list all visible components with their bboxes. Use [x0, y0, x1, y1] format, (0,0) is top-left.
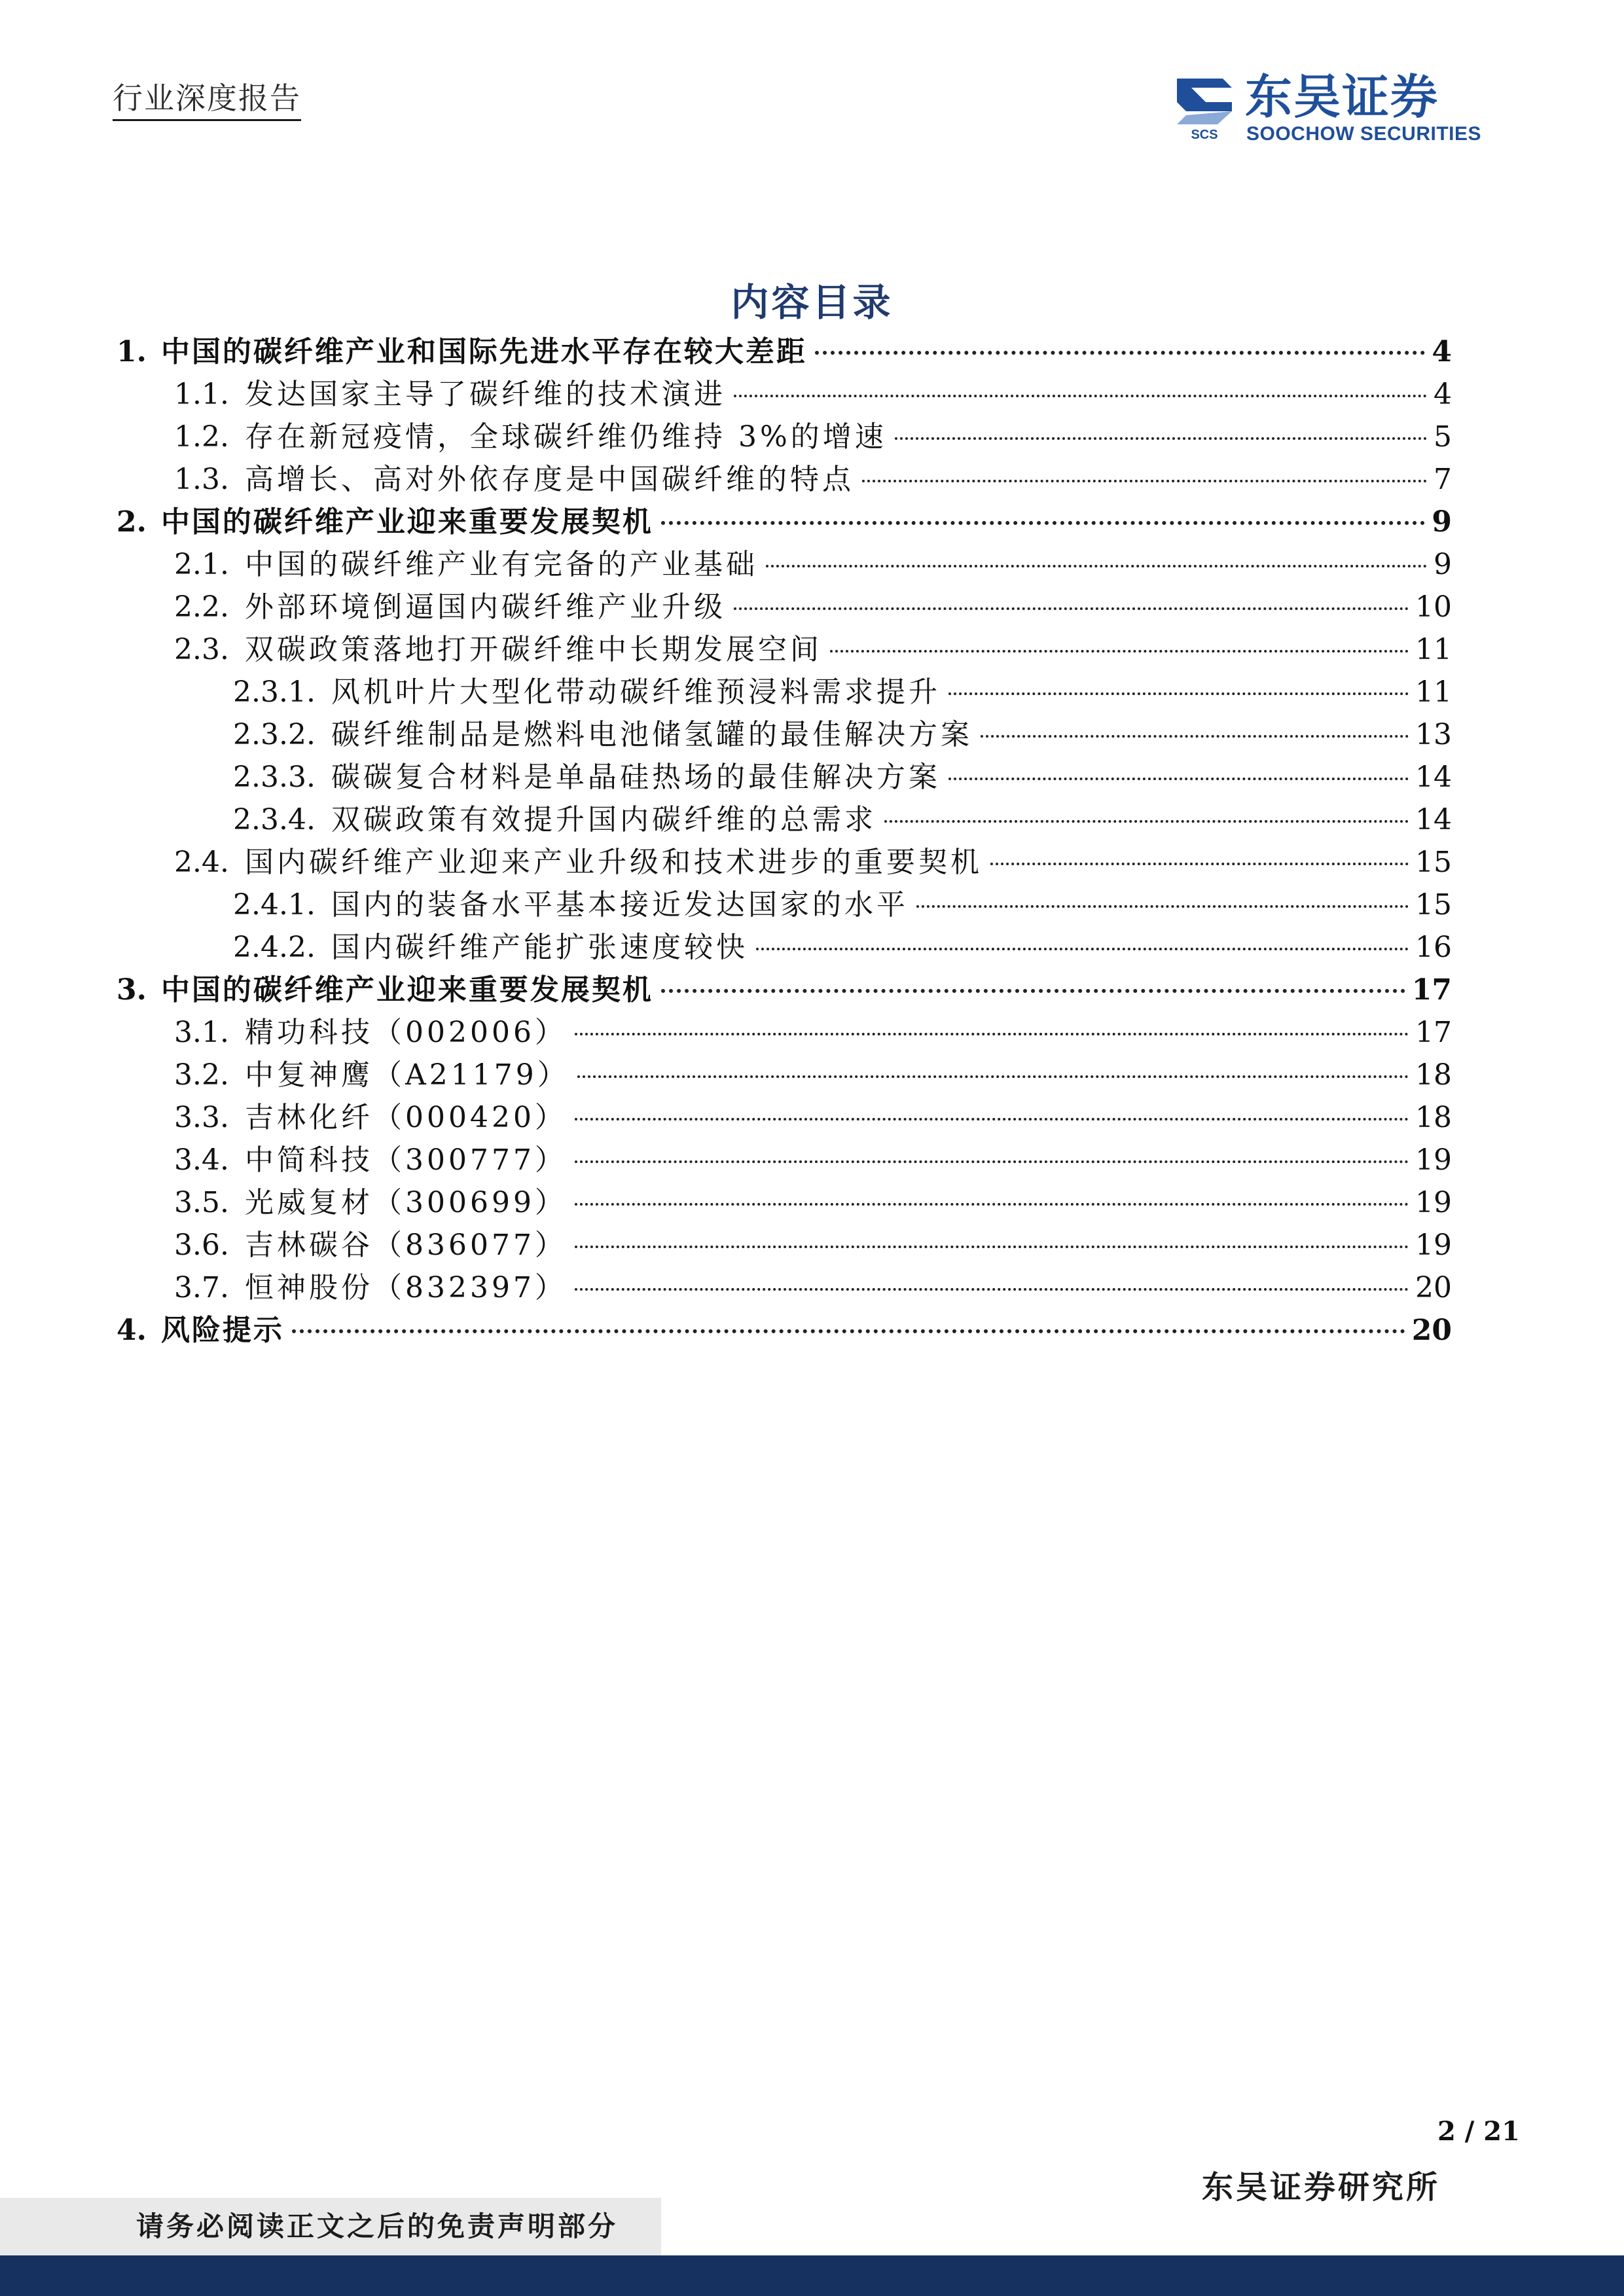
toc-dot-leader — [815, 351, 1425, 355]
toc-dot-leader — [756, 948, 1409, 950]
toc-entry-page: 9 — [1432, 505, 1452, 539]
toc-entry[interactable] — [117, 713, 1452, 756]
toc-dot-leader — [895, 437, 1427, 440]
toc-entry-page: 19 — [1415, 1143, 1452, 1177]
toc-dot-leader — [766, 565, 1427, 567]
toc-entry-title: 中国的碳纤维产业迎来重要发展契机 — [160, 973, 653, 1007]
toc-dot-leader — [830, 650, 1409, 653]
toc-entry-title: 中国的碳纤维产业和国际先进水平存在较大差距 — [160, 335, 807, 368]
toc-entry-page: 7 — [1434, 463, 1452, 496]
toc-entry-page: 19 — [1415, 1229, 1452, 1262]
toc-entry[interactable] — [117, 458, 1452, 501]
toc-entry-number: 2.3. — [174, 633, 229, 666]
toc-entry-page: 11 — [1415, 633, 1452, 666]
toc-entry-page: 13 — [1415, 718, 1452, 751]
toc-entry[interactable] — [117, 671, 1452, 713]
toc-dot-leader — [575, 1203, 1409, 1206]
page-indicator: 2 / 21 — [1437, 2116, 1520, 2147]
toc-dot-leader — [862, 480, 1427, 482]
toc-entry[interactable] — [117, 628, 1452, 671]
toc-entry-title: 国内的装备水平基本接近发达国家的水平 — [331, 888, 909, 922]
toc-entry-page: 20 — [1415, 1271, 1452, 1304]
toc-entry-page: 19 — [1415, 1186, 1452, 1219]
toc-entry-number: 2.3.3. — [233, 761, 316, 794]
toc-entry-title: 恒神股份（832397） — [244, 1271, 567, 1304]
toc-entry-number: 1.1. — [174, 378, 229, 411]
toc-entry-number: 2.4.2. — [233, 931, 316, 964]
toc-dot-leader — [575, 1246, 1409, 1248]
toc-entry-title: 中简科技（300777） — [244, 1143, 567, 1177]
toc-entry-title: 碳碳复合材料是单晶硅热场的最佳解决方案 — [331, 761, 941, 794]
toc-dot-leader — [575, 1288, 1409, 1291]
toc-entry-title: 风险提示 — [160, 1314, 284, 1347]
toc-entry-number: 4. — [117, 1314, 147, 1347]
toc-entry[interactable] — [117, 969, 1452, 1011]
company-logo — [1172, 71, 1499, 146]
toc-entry-page: 14 — [1415, 761, 1452, 794]
logo-chinese-name: 东吴证券 — [1245, 69, 1439, 124]
toc-entry-title: 吉林碳谷（836077） — [244, 1229, 567, 1262]
toc-dot-leader — [575, 1160, 1409, 1163]
toc-entry-number: 2.2. — [174, 590, 229, 624]
toc-entry-title: 国内碳纤维产能扩张速度较快 — [331, 931, 748, 964]
table-of-contents — [117, 331, 1452, 1352]
toc-entry[interactable] — [117, 501, 1452, 543]
logo-mark-text: SCS — [1191, 128, 1218, 141]
toc-entry-title: 中国的碳纤维产业有完备的产业基础 — [244, 548, 758, 581]
toc-entry-number: 3.2. — [174, 1058, 229, 1092]
toc-entry-number: 2.1. — [174, 548, 229, 581]
toc-entry[interactable] — [117, 373, 1452, 416]
toc-title: 内容目录 — [731, 280, 893, 325]
toc-entry-page: 18 — [1415, 1101, 1452, 1134]
toc-entry-title: 发达国家主导了碳纤维的技术演进 — [244, 378, 726, 411]
toc-entry-title: 中复神鹰（A21179） — [244, 1058, 569, 1092]
toc-dot-leader — [661, 989, 1405, 993]
toc-entry-page: 14 — [1415, 803, 1452, 836]
soochow-logo-icon — [1172, 73, 1237, 141]
toc-entry-number: 3.1. — [174, 1016, 229, 1049]
toc-entry[interactable] — [117, 1181, 1452, 1224]
toc-entry-number: 3.4. — [174, 1143, 229, 1177]
toc-entry-page: 18 — [1415, 1058, 1452, 1092]
toc-entry-title: 双碳政策落地打开碳纤维中长期发展空间 — [244, 633, 822, 666]
toc-entry-number: 3.5. — [174, 1186, 229, 1219]
toc-entry[interactable] — [117, 1096, 1452, 1139]
toc-entry-page: 10 — [1415, 590, 1452, 624]
toc-entry[interactable] — [117, 416, 1452, 458]
toc-entry-number: 2.3.2. — [233, 718, 316, 751]
toc-dot-leader — [948, 778, 1409, 780]
document-type-label: 行业深度报告 — [113, 80, 301, 121]
toc-entry-title: 高增长、高对外依存度是中国碳纤维的特点 — [244, 463, 854, 496]
toc-entry-page: 17 — [1415, 1016, 1452, 1049]
toc-entry-number: 2. — [117, 505, 147, 539]
toc-dot-leader — [661, 521, 1425, 525]
toc-entry-page: 9 — [1434, 548, 1452, 581]
toc-dot-leader — [916, 905, 1409, 908]
toc-entry-title: 风机叶片大型化带动碳纤维预浸料需求提升 — [331, 675, 941, 709]
toc-entry-title: 国内碳纤维产业迎来产业升级和技术进步的重要契机 — [244, 846, 983, 879]
toc-entry-page: 16 — [1415, 931, 1452, 964]
toc-entry-page: 11 — [1415, 675, 1452, 709]
logo-english-name: SOOCHOW SECURITIES — [1246, 123, 1482, 145]
toc-dot-leader — [575, 1033, 1409, 1035]
toc-entry[interactable] — [117, 543, 1452, 586]
toc-dot-leader — [575, 1118, 1409, 1121]
toc-entry-number: 1.3. — [174, 463, 229, 496]
toc-entry-page: 20 — [1411, 1314, 1452, 1347]
toc-entry-page: 5 — [1434, 420, 1452, 454]
toc-entry-number: 1. — [117, 335, 147, 368]
toc-entry[interactable] — [117, 1309, 1452, 1352]
toc-dot-leader — [981, 735, 1409, 738]
toc-entry-number: 2.4. — [174, 846, 229, 879]
toc-entry[interactable] — [117, 1224, 1452, 1266]
toc-entry-number: 3. — [117, 973, 147, 1007]
toc-entry-page: 17 — [1411, 973, 1452, 1007]
toc-entry-number: 3.3. — [174, 1101, 229, 1134]
toc-entry-page: 15 — [1415, 888, 1452, 922]
institute-name: 东吴证券研究所 — [1202, 2169, 1441, 2206]
toc-entry-number: 2.4.1. — [233, 888, 316, 922]
toc-entry-title: 吉林化纤（000420） — [244, 1101, 567, 1134]
toc-dot-leader — [990, 863, 1409, 865]
toc-entry[interactable] — [117, 1011, 1452, 1054]
toc-entry-title: 光威复材（300699） — [244, 1186, 567, 1219]
toc-entry-title: 碳纤维制品是燃料电池储氢罐的最佳解决方案 — [331, 718, 973, 751]
toc-entry-number: 2.3.4. — [233, 803, 316, 836]
toc-entry-number: 3.7. — [174, 1271, 229, 1304]
toc-entry[interactable] — [117, 1139, 1452, 1181]
disclaimer-note: 请务必阅读正文之后的免责声明部分 — [136, 2210, 619, 2242]
toc-entry[interactable] — [117, 926, 1452, 969]
toc-entry-page: 4 — [1432, 335, 1452, 368]
toc-entry[interactable] — [117, 1266, 1452, 1309]
toc-dot-leader — [292, 1329, 1405, 1333]
toc-entry-title: 存在新冠疫情，全球碳纤维仍维持 3%的增速 — [244, 420, 887, 454]
toc-entry[interactable] — [117, 841, 1452, 884]
toc-dot-leader — [884, 820, 1409, 823]
toc-entry-title: 中国的碳纤维产业迎来重要发展契机 — [160, 505, 653, 539]
footer-bar — [0, 2255, 1624, 2296]
toc-entry[interactable] — [117, 884, 1452, 926]
toc-entry-page: 15 — [1415, 846, 1452, 879]
toc-entry[interactable] — [117, 1054, 1452, 1096]
toc-entry[interactable] — [117, 586, 1452, 628]
toc-entry[interactable] — [117, 331, 1452, 373]
toc-dot-leader — [734, 607, 1409, 610]
toc-entry-page: 4 — [1434, 378, 1452, 411]
toc-dot-leader — [948, 692, 1409, 695]
toc-entry-number: 1.2. — [174, 420, 229, 454]
toc-entry-number: 2.3.1. — [233, 675, 316, 709]
toc-dot-leader — [577, 1075, 1409, 1078]
toc-entry-number: 3.6. — [174, 1229, 229, 1262]
toc-entry[interactable] — [117, 756, 1452, 798]
toc-entry-title: 精功科技（002006） — [244, 1016, 567, 1049]
toc-dot-leader — [734, 395, 1427, 397]
toc-entry[interactable] — [117, 798, 1452, 841]
toc-entry-title: 双碳政策有效提升国内碳纤维的总需求 — [331, 803, 876, 836]
toc-entry-title: 外部环境倒逼国内碳纤维产业升级 — [244, 590, 726, 624]
